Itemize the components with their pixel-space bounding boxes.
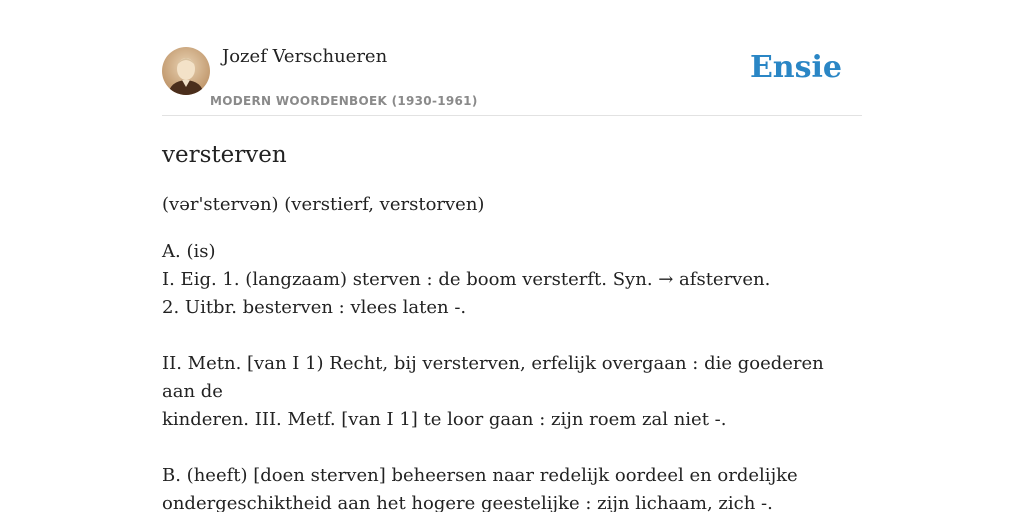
header-divider: [162, 115, 862, 116]
entry-definition: [162, 238, 862, 512]
source-label: MODERN WOORDENBOEK (1930-1961): [210, 94, 478, 108]
author-name[interactable]: Jozef Verschueren: [222, 46, 388, 67]
author-portrait-icon: [162, 47, 210, 95]
definition-line: II. Metn. [van I 1) Recht, bij versterven, erfelijk overgaan : die goederen aan de: [162, 353, 824, 402]
definition-line: 2. Uitbr. besterven : vlees laten -.: [162, 297, 467, 318]
entry-headword: versterven: [162, 142, 287, 168]
dictionary-entry: [162, 140, 862, 512]
brand-logo[interactable]: Ensie: [749, 50, 842, 85]
definition-line: ondergeschiktheid aan het hogere geestelijke : zijn lichaam, zich -.: [162, 493, 773, 512]
definition-line: I. Eig. 1. (langzaam) sterven : de boom versterft. Syn. → afsterven.: [162, 269, 771, 290]
entry-pronunciation: (vər'stervən) (verstierf, verstorven): [162, 194, 485, 215]
definition-line: B. (heeft) [doen sterven] beheersen naar redelijk oordeel en ordelijke: [162, 465, 798, 486]
paragraph-gap: [162, 434, 862, 462]
definition-line: kinderen. III. Metf. [van I 1] te loor gaan : zijn roem zal niet -.: [162, 409, 727, 430]
author-avatar[interactable]: [162, 47, 210, 95]
definition-line: A. (is): [162, 241, 216, 262]
paragraph-gap: [162, 322, 862, 350]
